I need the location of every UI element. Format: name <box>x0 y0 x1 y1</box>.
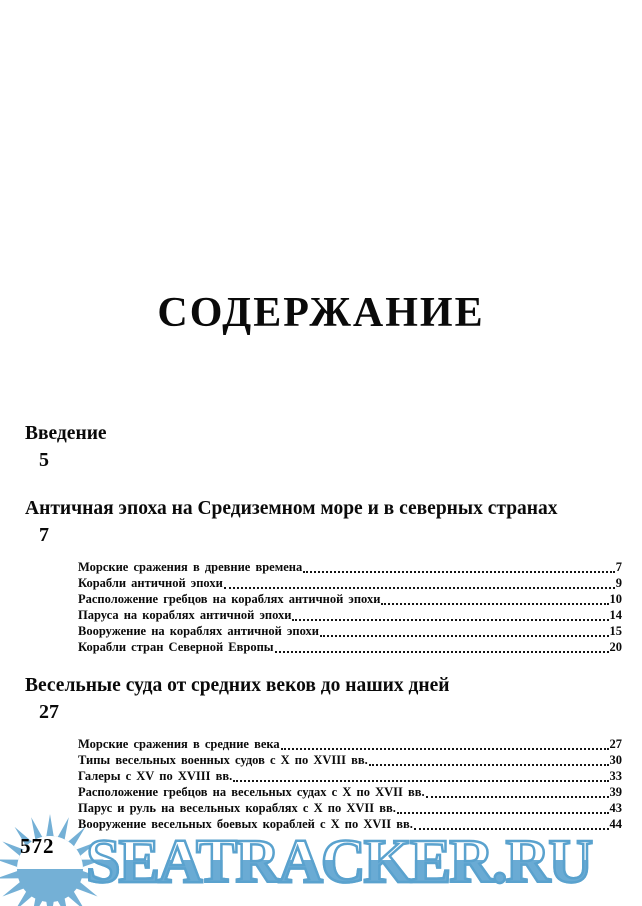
toc-entry-title: Вооружение на кораблях античной эпохи <box>78 624 320 638</box>
toc-content <box>25 422 622 833</box>
toc-entry-page: 7 <box>615 560 622 574</box>
page-title: СОДЕРЖАНИЕ <box>157 290 485 336</box>
toc-entry <box>78 592 622 608</box>
dot-leader <box>281 748 609 750</box>
toc-entry-title: Расположение гребцов на кораблях античной эпохи <box>78 592 381 606</box>
dot-leader <box>426 796 609 798</box>
toc-entry <box>78 785 622 801</box>
toc-entry-title: Вооружение весельных боевых кораблей с X по XVII вв. <box>78 817 413 831</box>
toc-entry <box>78 801 622 817</box>
toc-entry <box>78 737 622 753</box>
dot-leader <box>320 635 608 637</box>
toc-entry-page: 44 <box>609 817 622 831</box>
toc-entry-page: 27 <box>609 737 622 751</box>
toc-entry <box>78 624 622 640</box>
toc-entry-title: Галеры с XV по XVIII вв. <box>78 769 233 783</box>
toc-entry <box>78 560 622 576</box>
toc-entry-title: Корабли античной эпохи <box>78 576 223 590</box>
toc-entry <box>78 753 622 769</box>
dot-leader <box>303 571 615 573</box>
toc-entry-title: Морские сражения в средние века <box>78 737 280 751</box>
section-title: Весельные суда от средних веков до наших дней <box>25 675 450 696</box>
toc-entry <box>78 608 622 624</box>
section-title: Введение <box>25 423 107 444</box>
dot-leader <box>381 603 608 605</box>
toc-entry-title: Корабли стран Северной Европы <box>78 640 274 654</box>
dot-leader <box>233 780 608 782</box>
toc-entry-title: Типы весельных военных судов с X по XVIII вв. <box>78 753 368 767</box>
toc-entry-title: Расположение гребцов на весельных судах с X по XVII вв. <box>78 785 425 799</box>
section-antiquity <box>25 497 622 656</box>
toc-entry-title: Морские сражения в древние времена <box>78 560 303 574</box>
section-introduction <box>25 422 622 472</box>
toc-entry-page: 20 <box>609 640 622 654</box>
toc-list-rowing <box>78 737 622 833</box>
toc-entry-title: Паруса на кораблях античной эпохи <box>78 608 292 622</box>
dot-leader <box>275 651 609 653</box>
toc-entry-page: 39 <box>609 785 622 799</box>
dot-leader <box>224 587 615 589</box>
section-page-number: 5 <box>39 449 49 471</box>
section-page-number: 27 <box>39 701 59 723</box>
toc-entry-page: 10 <box>609 592 622 606</box>
toc-entry-page: 15 <box>609 624 622 638</box>
toc-entry-page: 14 <box>609 608 622 622</box>
toc-entry-page: 33 <box>609 769 622 783</box>
toc-entry <box>78 640 622 656</box>
dot-leader <box>369 764 609 766</box>
toc-entry-title: Парус и руль на весельных кораблях с X по XVII вв. <box>78 801 396 815</box>
toc-entry <box>78 576 622 592</box>
toc-entry-page: 43 <box>609 801 622 815</box>
dot-leader <box>292 619 608 621</box>
dot-leader <box>397 812 609 814</box>
toc-entry <box>78 769 622 785</box>
watermark-text: SEATRACKER.RU <box>86 828 592 896</box>
toc-entry-page: 30 <box>609 753 622 767</box>
toc-entry-page: 9 <box>615 576 622 590</box>
section-title: Античная эпоха на Средиземном море и в северных странах <box>25 498 558 519</box>
section-rowing-vessels <box>25 674 622 833</box>
toc-list-antiquity <box>78 560 622 656</box>
scan-page-number: 572 <box>20 834 55 858</box>
section-page-number: 7 <box>39 524 49 546</box>
